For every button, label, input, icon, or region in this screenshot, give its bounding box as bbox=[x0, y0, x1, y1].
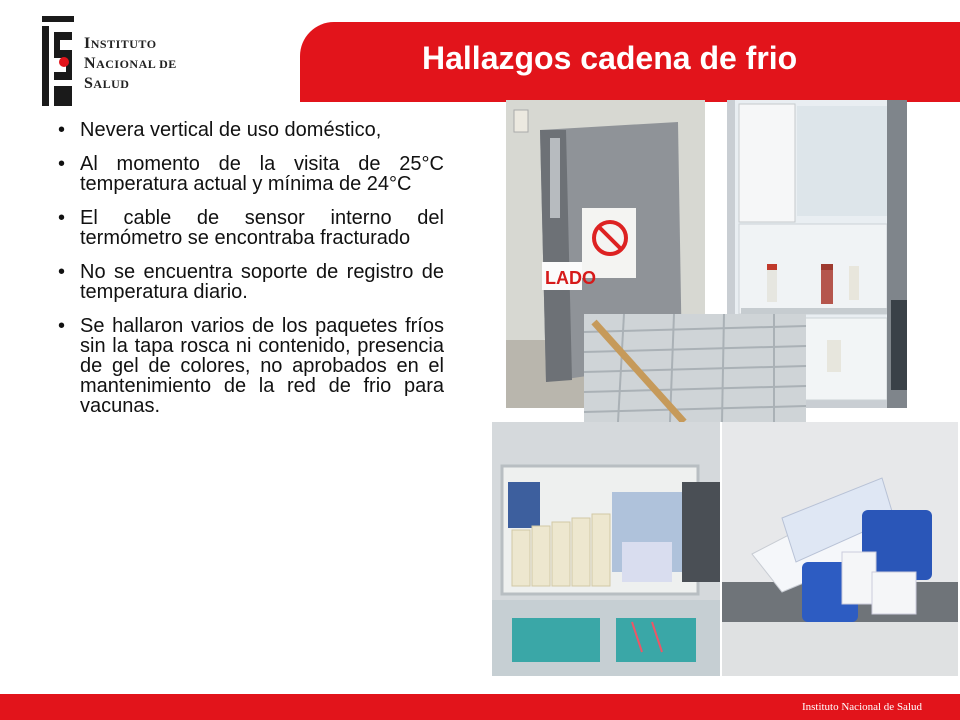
logo-wordmark: INSTITUTO NACIONAL DE SALUD bbox=[84, 35, 177, 92]
slide-title: Hallazgos cadena de frio bbox=[422, 40, 798, 76]
footer-label: Instituto Nacional de Salud bbox=[801, 701, 922, 713]
fridge-sign-label: LADO bbox=[545, 268, 596, 288]
finding-item: • No se encuentra soporte de registro de temperatura diario. bbox=[56, 262, 444, 302]
institute-logo bbox=[40, 14, 190, 110]
logo-mark-icon bbox=[40, 14, 76, 108]
footer-bar bbox=[0, 694, 960, 720]
photo-thermometer-cable bbox=[584, 314, 806, 422]
finding-item: • Se hallaron varios de los paquetes fríos sin la tapa rosca ni contenido, presencia de gel de colores, no aprobados en el mantenimiento de la red de frio para vacunas. bbox=[56, 316, 444, 416]
finding-item: • Nevera vertical de uso doméstico, bbox=[56, 120, 444, 140]
finding-item: • El cable de sensor interno del termómetro se encontraba fracturado bbox=[56, 208, 444, 248]
title-banner bbox=[300, 22, 960, 102]
photo-freezer-cold-packs bbox=[492, 422, 720, 676]
photo-cold-packs-pile bbox=[722, 422, 958, 676]
findings-list bbox=[56, 120, 444, 430]
finding-item: • Al momento de la visita de 25°C temperatura actual y mínima de 24°C bbox=[56, 154, 444, 194]
